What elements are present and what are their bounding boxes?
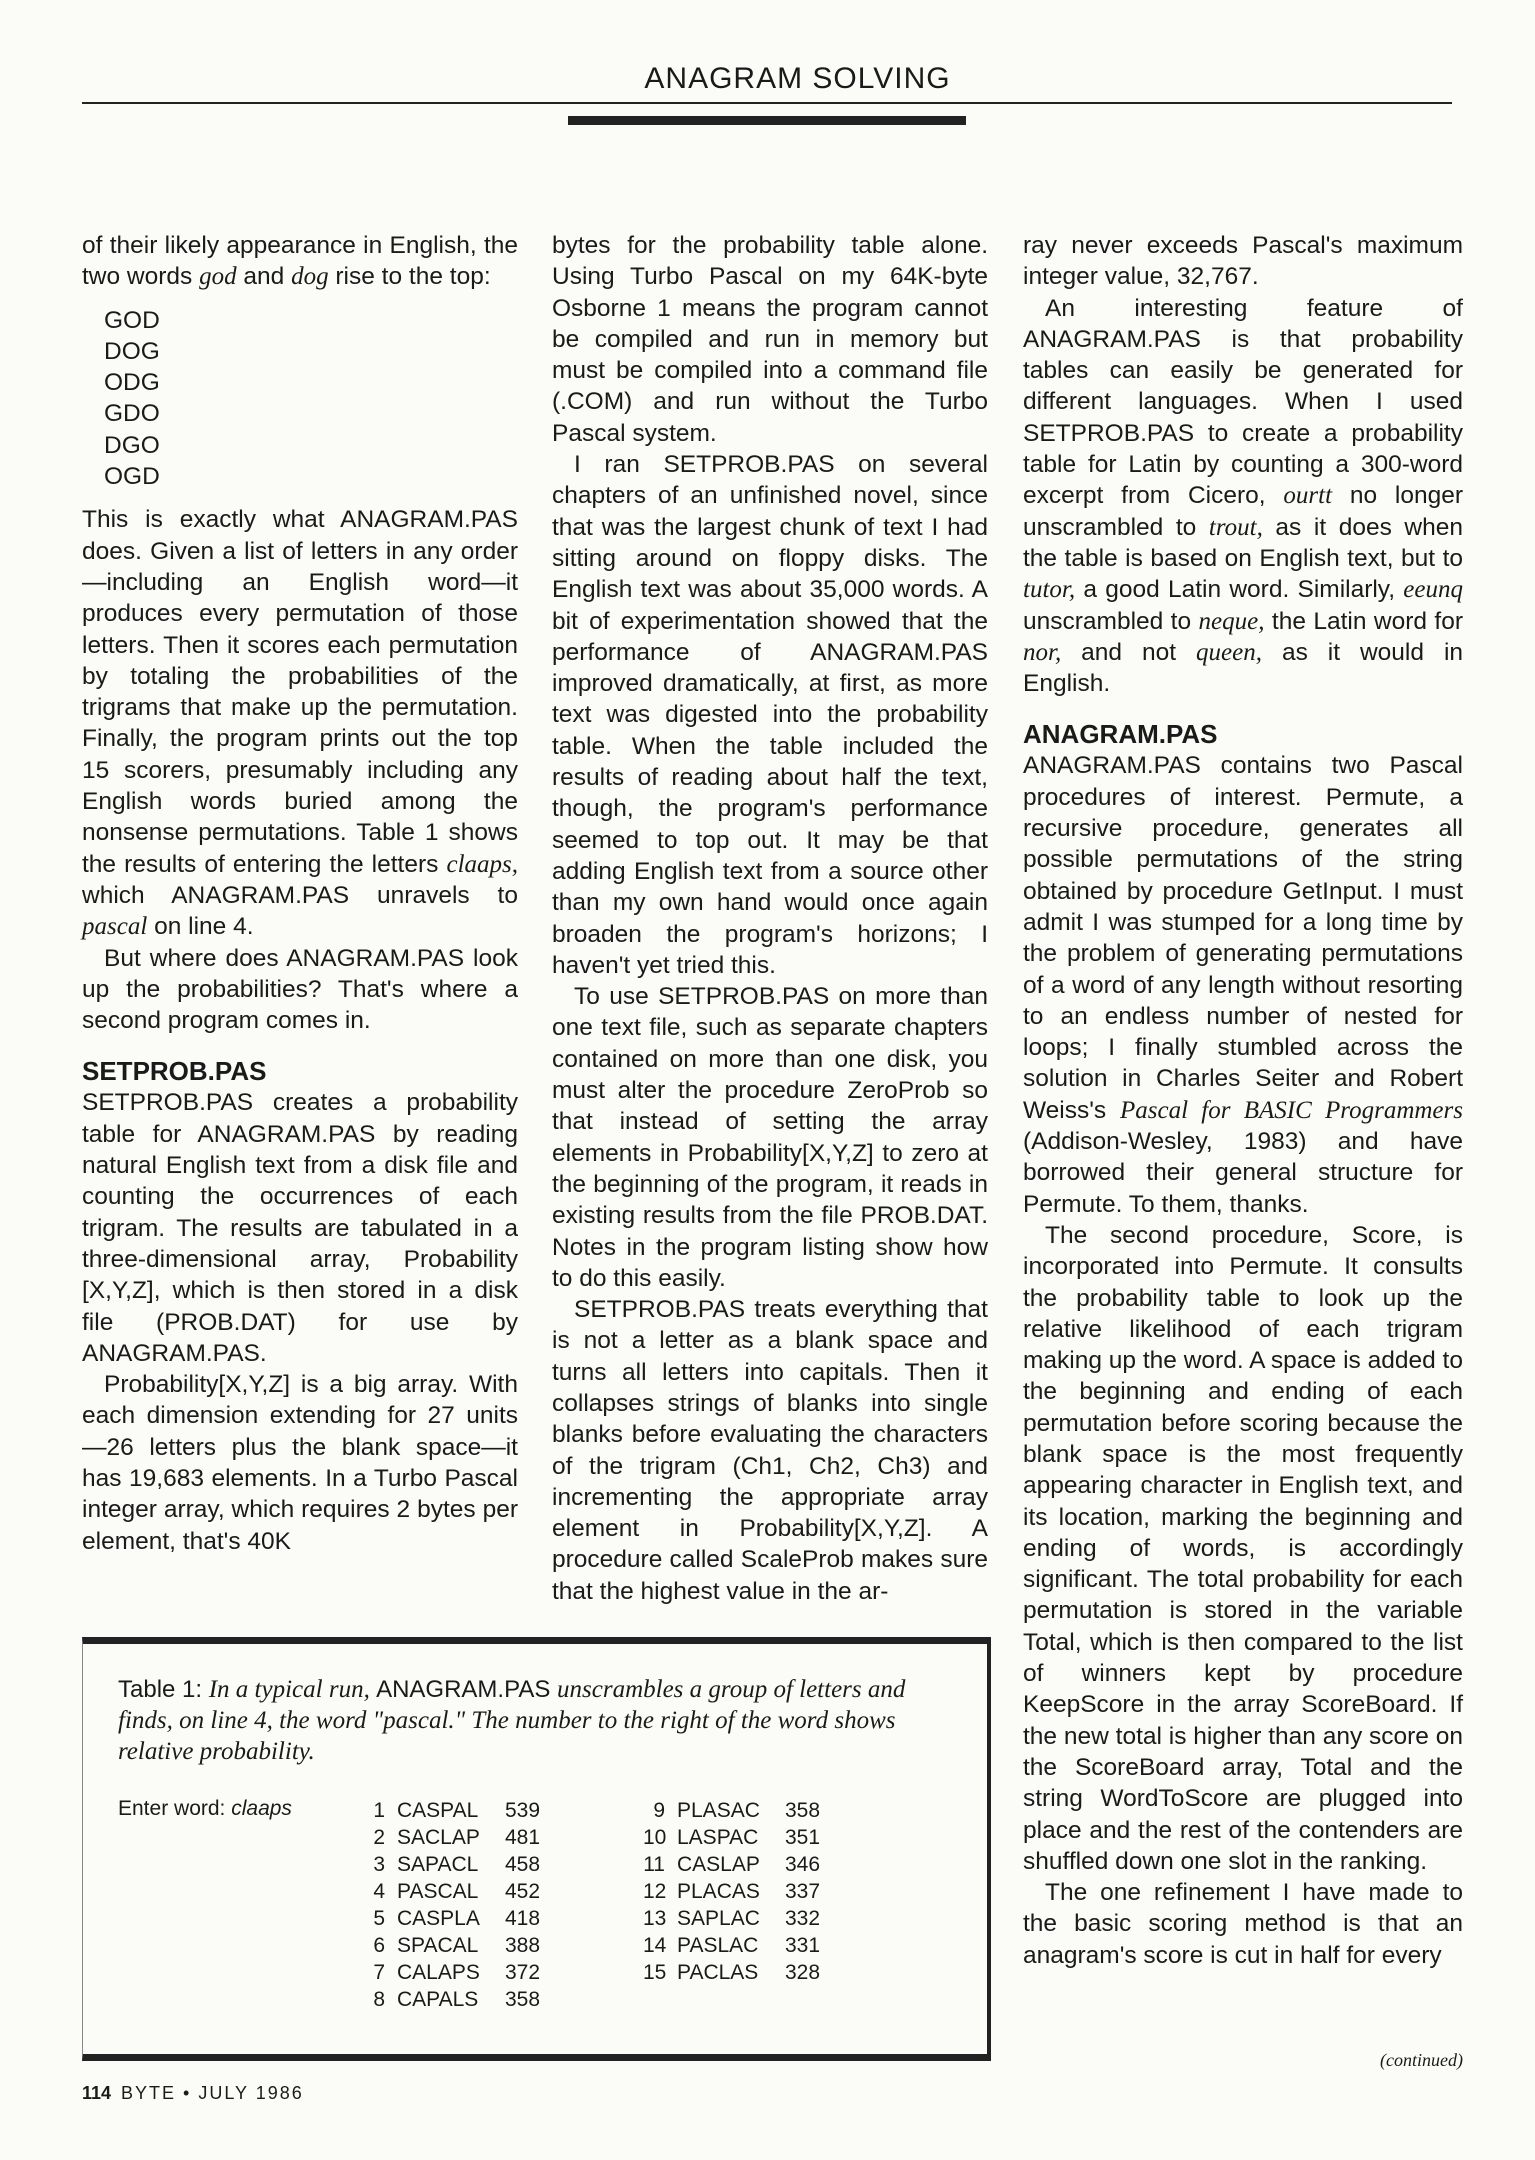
italic-run: ourtt [1283, 482, 1333, 510]
paragraph [552, 981, 988, 1294]
result-word: PACLAS [677, 1961, 759, 1984]
result-score: 539 [505, 1799, 541, 1822]
word-list-item: DOG [104, 337, 160, 365]
section-heading-setprob: SETPROB.PAS [82, 1056, 267, 1087]
italic-run: nor, [1023, 638, 1062, 666]
text-run: ray never exceeds Pascal's maximum integer value, 32,767. [1023, 232, 1463, 291]
result-rank: 12 [643, 1880, 667, 1903]
result-word: LASPAC [677, 1826, 759, 1849]
result-score: 346 [785, 1853, 821, 1876]
italic-run: queen, [1196, 638, 1262, 666]
result-row [363, 1797, 540, 1824]
paragraph [552, 230, 988, 449]
text-run: as it would in English. [1023, 638, 1464, 698]
result-rank: 9 [653, 1799, 665, 1822]
results-column-b [643, 1797, 820, 1986]
result-word: CALAPS [397, 1961, 480, 1984]
result-rank: 14 [643, 1934, 667, 1957]
result-score: 481 [505, 1826, 541, 1849]
text-run: of their likely appearance in English, the two words [82, 232, 518, 291]
text-run: But where does ANAGRAM.PAS look up the probabilities? That's where a second program comes in. [82, 944, 518, 1035]
text-run: I ran SETPROB.PAS on several chapters of an unfinished novel, since that was the largest chunk of text I had sitting around on floppy disks. The English text was about 35,000 words. A bit of experimentation showed that the performance of ANAGRAM.PAS improved dramatically, at first, as more text was digested into the probability table. When the table included the results of reading about half the text, though, the program's performance seemed to top out. It may be that adding English text from a source other than my own hand would once again broaden the program's horizons; I haven't yet tried this. [552, 451, 988, 979]
result-rank: 7 [373, 1961, 385, 1984]
result-row [363, 1878, 540, 1905]
paragraph [82, 230, 518, 293]
results-column-a [363, 1797, 540, 2013]
result-word: SACLAP [397, 1826, 480, 1849]
paragraph [1023, 1877, 1463, 1971]
result-rank: 1 [373, 1799, 385, 1822]
result-rank: 3 [373, 1853, 385, 1876]
word-list-item: GDO [104, 400, 160, 428]
text-run: on line 4. [147, 913, 254, 941]
italic-run: neque, [1198, 607, 1265, 635]
text-run: as it does when the table is based on English text, but to [1023, 513, 1463, 572]
page-footer [82, 2083, 304, 2104]
paragraph [1023, 750, 1463, 1219]
result-score: 332 [785, 1907, 821, 1930]
result-word: CASPLA [397, 1907, 480, 1930]
paragraph [1023, 1220, 1463, 1877]
italic-run: dog [291, 263, 329, 291]
result-row [643, 1851, 820, 1878]
result-row [363, 1851, 540, 1878]
result-row [643, 1959, 820, 1986]
text-run: ANAGRAM.PAS contains two Pascal procedures of interest. Permute, a recursive procedure, generates all possible permutations of the string obtained by procedure GetInput. I must admit I was stumped for a long time by the problem of generating permutations of a word of any length without resorting to an endless number of nested for loops; I finally stumbled across the solution in Charles Seiter and Robert Weiss's [1023, 752, 1463, 1124]
result-word: CAPALS [397, 1988, 479, 2011]
table-1 [82, 1637, 991, 2061]
header-bar [568, 116, 966, 125]
result-row [363, 1986, 540, 2013]
text-run: The second procedure, Score, is incorporated into Permute. It consults the probability table to look up the relative likelihood of each trigram making up the word. A space is added to the beginning and ending of each permutation before scoring because the blank space is the most frequently appearing character in English text, and its location, marking the beginning and ending of words, is accordingly significant. The total probability for each permutation is stored in the variable Total, which is then compared to the list of winners kept by procedure KeepScore in the array ScoreBoard. If the new total is higher than any score on the ScoreBoard array, Total and the string WordToScore are plugged into place and the rest of the contenders are shuffled down one slot in the ranking. [1023, 1221, 1463, 1875]
result-word: PASCAL [397, 1880, 479, 1903]
text-run: unscrambled to [1023, 607, 1199, 635]
italic-run: In a typical run, [208, 1676, 377, 1703]
result-word: PASLAC [677, 1934, 759, 1957]
result-word: SAPACL [397, 1853, 479, 1876]
text-run: which ANAGRAM.PAS unravels to [82, 881, 518, 909]
result-row [643, 1932, 820, 1959]
paragraph [1023, 230, 1463, 293]
result-rank: 6 [373, 1934, 385, 1957]
result-rank: 8 [373, 1988, 385, 2011]
text-run: This is exactly what ANAGRAM.PAS does. Given a list of letters in any order—including an English word—it produces every permutation of those letters. Then it scores each permutation by totaling the probabilities of the trigrams that make up the permutation. Finally, the program prints out the top 15 scorers, presumably including any English words buried among the nonsense permutations. Table 1 shows the results of entering the letters [82, 506, 518, 878]
text-run: Probability[X,Y,Z] is a big array. With each dimension extending for 27 units—26 letters plus the blank space—it has 19,683 elements. In a Turbo Pascal integer array, which requires 2 bytes per element, that's 40K [82, 1371, 518, 1555]
text-run: rise to the top: [328, 263, 491, 291]
word-list [104, 305, 518, 493]
word-list-item: DGO [104, 431, 160, 459]
result-score: 458 [505, 1853, 541, 1876]
footer-text: BYTE • JULY 1986 [121, 2083, 304, 2103]
text-run: Table 1: [118, 1676, 209, 1703]
result-row [363, 1905, 540, 1932]
running-header: ANAGRAM SOLVING [644, 62, 951, 95]
column-2 [552, 230, 988, 1607]
result-rank: 11 [643, 1853, 665, 1876]
word-list-item: OGD [104, 463, 160, 491]
page-number: 114 [82, 2083, 112, 2103]
continued-note: (continued) [1380, 2050, 1463, 2070]
result-word: CASLAP [677, 1853, 760, 1876]
text-run: (Addison-Wesley, 1983) and have borrowed their general structure for Permute. To them, thanks. [1023, 1128, 1463, 1218]
result-word: PLASAC [677, 1799, 760, 1822]
result-word: PLACAS [677, 1880, 760, 1903]
result-score: 358 [505, 1988, 541, 2011]
text-run: bytes for the probability table alone. Using Turbo Pascal on my 64K-byte Osborne 1 means the program cannot be compiled and run in memory but must be compiled into a command file (.COM) and run without the Turbo Pascal system. [552, 232, 988, 447]
paragraph [82, 504, 518, 942]
enter-word-label: Enter word: [118, 1797, 232, 1820]
italic-run: trout, [1208, 513, 1263, 541]
result-word: CASPAL [397, 1799, 479, 1822]
word-list-item: GOD [104, 306, 160, 334]
result-score: 328 [785, 1961, 821, 1984]
result-score: 337 [785, 1880, 821, 1903]
word-list-item: ODG [104, 369, 160, 397]
result-row [643, 1797, 820, 1824]
italic-run: tutor, [1023, 576, 1076, 604]
paragraph [82, 1087, 518, 1369]
column-3 [1023, 230, 1463, 1971]
result-row [643, 1824, 820, 1851]
result-rank: 2 [373, 1826, 385, 1849]
result-row [363, 1824, 540, 1851]
section-heading-anagram: ANAGRAM.PAS [1023, 719, 1218, 750]
paragraph [82, 1369, 518, 1557]
header-rule [82, 102, 1452, 104]
text-run: a good Latin word. Similarly, [1075, 576, 1404, 604]
italic-run: pascal [82, 913, 148, 941]
text-run: To use SETPROB.PAS on more than one text file, such as separate chapters contained on more than one disk, you must alter the procedure ZeroProb so that instead of setting the array elements in Probability[X,Y,Z] to zero at the beginning of the program, it reads in existing results from the file PROB.DAT. Notes in the program listing show how to do this easily. [552, 983, 988, 1292]
text-run: the Latin word for [1264, 607, 1464, 635]
result-word: SPACAL [397, 1934, 479, 1957]
result-score: 331 [785, 1934, 821, 1957]
paragraph [1023, 293, 1463, 700]
result-score: 358 [785, 1799, 821, 1822]
result-row [363, 1959, 540, 1986]
italic-run: unscrambles a group of letters and finds, on line 4, the word "pascal." The number to the right of the word shows relative probability. [118, 1676, 906, 1765]
italic-run: eeunq [1403, 576, 1463, 604]
result-score: 452 [505, 1880, 541, 1903]
text-run: SETPROB.PAS creates a probability table for ANAGRAM.PAS by reading natural English text from a disk file and counting the occurrences of each trigram. The results are tabulated in a three-dimensional array, Probability [X,Y,Z], which is then stored in a disk file (PROB.DAT) for use by ANAGRAM.PAS. [82, 1089, 518, 1367]
result-row [643, 1905, 820, 1932]
text-run: An interesting feature of ANAGRAM.PAS is that probability tables can easily be generated for different languages. When I used SETPROB.PAS to create a probability table for Latin by counting a 300-word excerpt from Cicero, [1023, 294, 1463, 510]
column-1 [82, 230, 518, 1557]
paragraph [552, 449, 988, 981]
enter-word-prompt [118, 1797, 292, 1821]
italic-run: god [199, 263, 237, 291]
result-rank: 5 [373, 1907, 385, 1930]
table-caption [118, 1674, 948, 1767]
result-rank: 15 [643, 1961, 667, 1984]
result-rank: 10 [643, 1826, 667, 1849]
text-run: SETPROB.PAS treats everything that is not a letter as a blank space and turns all letters into capitals. Then it collapses strings of blanks into single blanks before evaluating the characters of the trigram (Ch1, Ch2, Ch3) and incrementing the appropriate array element in Probability[X,Y,Z]. A procedure called ScaleProb makes sure that the highest value in the ar- [552, 1296, 988, 1605]
text-run: and [236, 263, 292, 291]
text-run: ANAGRAM.PAS [376, 1676, 558, 1703]
result-score: 418 [505, 1907, 541, 1930]
result-row [363, 1932, 540, 1959]
text-run: The one refinement I have made to the basic scoring method is that an anagram's score is cut in half for every [1023, 1879, 1463, 1969]
result-rank: 13 [643, 1907, 667, 1930]
italic-run: Pascal for BASIC Programmers [1120, 1096, 1463, 1124]
result-score: 372 [505, 1961, 541, 1984]
result-score: 388 [505, 1934, 541, 1957]
paragraph [82, 943, 518, 1037]
text-run: and not [1061, 638, 1197, 666]
text-run: no longer unscrambled to [1023, 482, 1463, 541]
result-score: 351 [785, 1826, 821, 1849]
result-rank: 4 [373, 1880, 385, 1903]
result-word: SAPLAC [677, 1907, 760, 1930]
enter-word-value: claaps [231, 1797, 292, 1820]
italic-run: claaps, [446, 850, 518, 878]
paragraph [552, 1294, 988, 1607]
result-row [643, 1878, 820, 1905]
